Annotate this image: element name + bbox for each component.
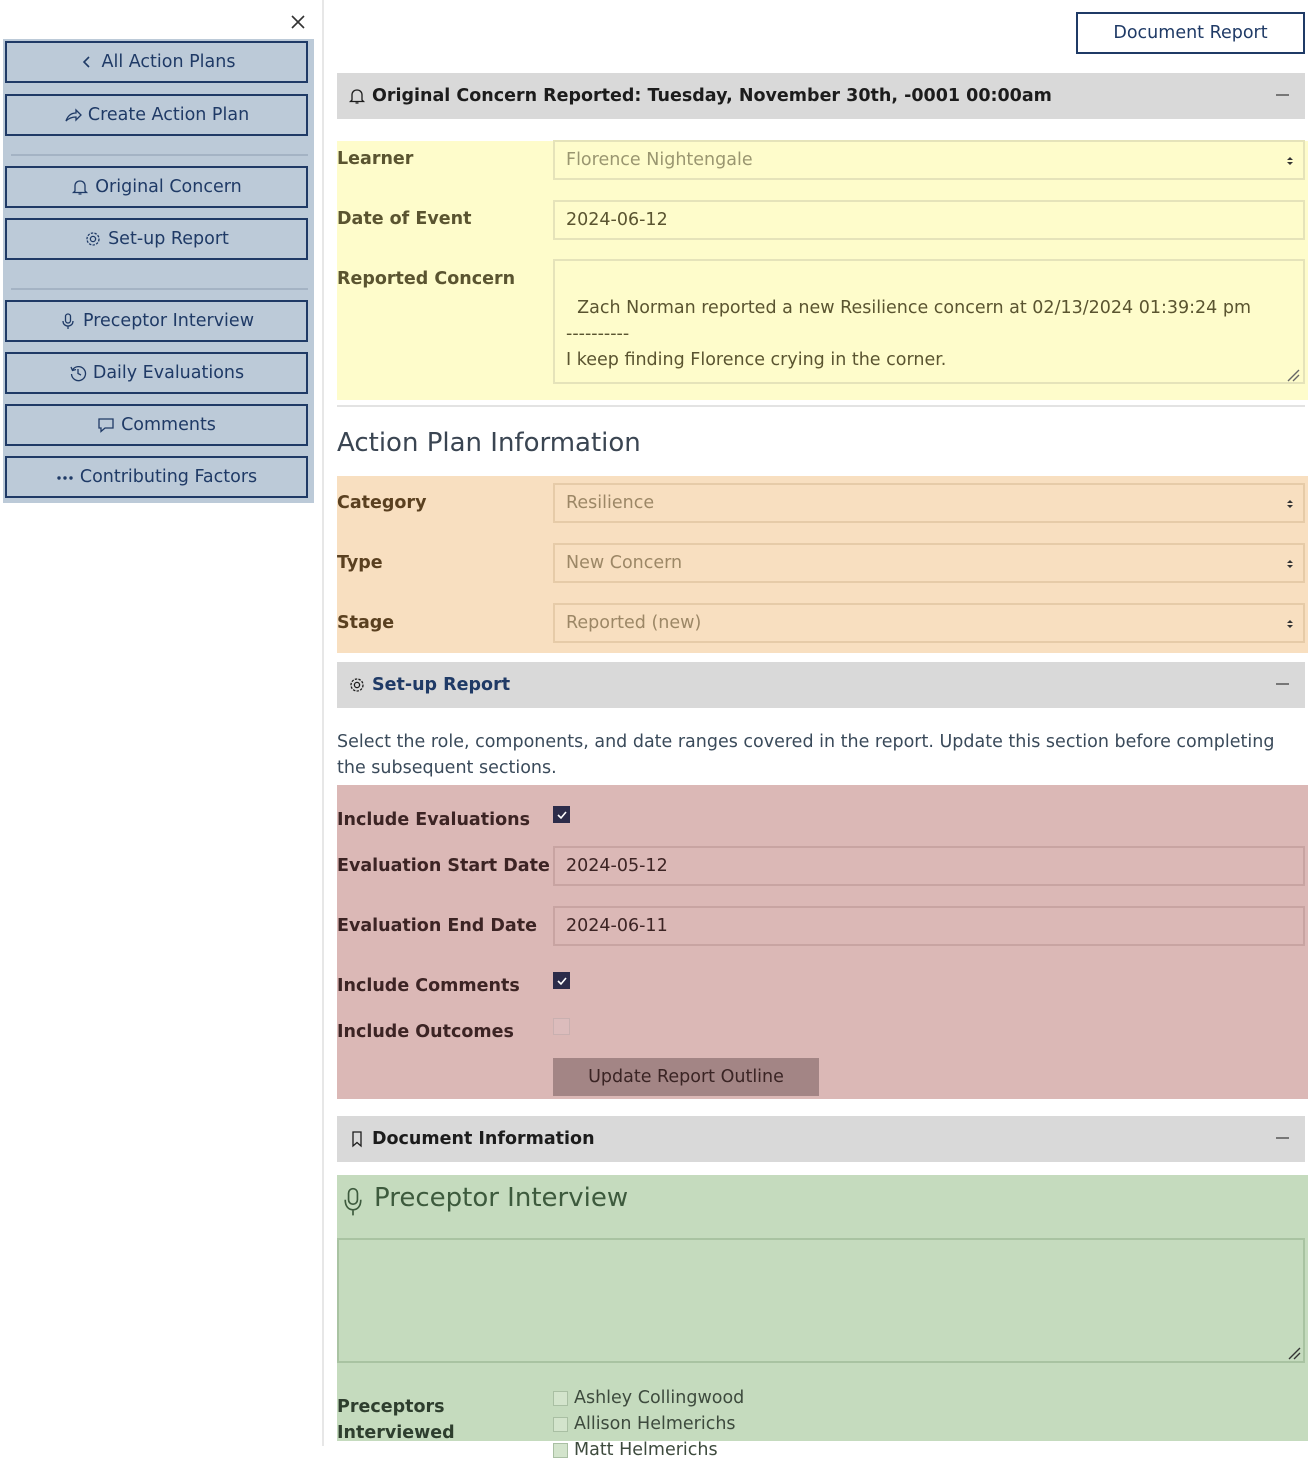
date-of-event-value: 2024-06-12 [566, 210, 668, 230]
chevron-left-icon [78, 53, 96, 71]
evaluation-start-date-input[interactable] [553, 846, 1305, 886]
preceptor-interview-button[interactable] [5, 300, 308, 342]
sidebar-item-label: Original Concern [95, 177, 242, 197]
gear-icon [84, 230, 102, 248]
collapse-icon[interactable] [1276, 1137, 1289, 1139]
include-evaluations-label: Include Evaluations [337, 810, 530, 830]
gear-icon [348, 676, 366, 694]
select-caret-icon [1286, 617, 1294, 631]
close-sidebar-button[interactable] [288, 11, 308, 33]
sidebar-item-label: Comments [121, 415, 216, 435]
reported-concern-label: Reported Concern [337, 269, 516, 289]
preceptors-label-line2: Interviewed [337, 1423, 455, 1443]
evaluation-start-date-label: Evaluation Start Date [337, 856, 550, 876]
history-icon [69, 364, 87, 382]
stage-label: Stage [337, 613, 395, 633]
original-concern-button[interactable] [5, 166, 308, 208]
document-information-panel-header[interactable] [337, 1116, 1305, 1162]
collapse-icon[interactable] [1276, 94, 1289, 96]
stage-value: Reported (new) [566, 613, 702, 633]
microphone-icon [59, 312, 77, 330]
evaluation-end-date-input[interactable] [553, 906, 1305, 946]
evaluation-end-date-label: Evaluation End Date [337, 916, 537, 936]
sidebar-item-label: Create Action Plan [87, 105, 250, 125]
type-value: New Concern [566, 553, 683, 573]
sidebar-divider [11, 288, 308, 290]
reported-concern-text: Zach Norman reported a new Resilience concern at 02/13/2024 01:39:24 pm ---------- I keep finding Florence crying in the corner. [566, 298, 1252, 370]
preceptor-checkbox[interactable] [553, 1443, 568, 1458]
include-evaluations-checkbox[interactable] [553, 806, 570, 823]
sidebar-item-label: All Action Plans [101, 52, 236, 72]
learner-value: Florence Nightengale [566, 150, 753, 170]
chat-icon [97, 416, 115, 434]
sidebar-item-label: Set-up Report [108, 229, 229, 249]
stage-select[interactable] [553, 603, 1305, 643]
include-comments-checkbox[interactable] [553, 972, 570, 989]
evaluation-start-date-value: 2024-05-12 [566, 856, 668, 876]
preceptors-interviewed-label [337, 1394, 455, 1446]
preceptor-option[interactable] [553, 1439, 718, 1461]
select-caret-icon [1286, 557, 1294, 571]
bookmark-icon [348, 1130, 366, 1148]
sidebar-item-label: Preceptor Interview [82, 311, 255, 331]
preceptor-option[interactable] [553, 1413, 736, 1435]
panel-title: Document Information [372, 1129, 595, 1149]
comments-button[interactable] [5, 404, 308, 446]
original-concern-panel-header[interactable] [337, 73, 1305, 119]
sidebar-divider [11, 154, 308, 156]
update-report-outline-button[interactable]: Update Report Outline [553, 1058, 819, 1096]
include-outcomes-checkbox[interactable] [553, 1018, 570, 1035]
date-of-event-label: Date of Event [337, 209, 472, 229]
close-icon [288, 11, 308, 33]
preceptor-name: Allison Helmerichs [574, 1414, 736, 1434]
learner-label: Learner [337, 149, 414, 169]
evaluation-end-date-value: 2024-06-11 [566, 916, 668, 936]
category-value: Resilience [566, 493, 655, 513]
contributing-factors-button[interactable] [5, 456, 308, 498]
preceptor-checkbox[interactable] [553, 1391, 568, 1406]
resize-grip-icon[interactable] [1287, 1346, 1301, 1360]
setup-report-button[interactable] [5, 218, 308, 260]
preceptor-checkbox[interactable] [553, 1417, 568, 1432]
reported-concern-textarea[interactable] [553, 259, 1305, 384]
date-of-event-input[interactable] [553, 200, 1305, 240]
learner-select[interactable] [553, 140, 1305, 180]
category-select[interactable] [553, 483, 1305, 523]
microphone-icon [343, 1186, 363, 1218]
checkmark-icon [556, 975, 568, 987]
select-caret-icon [1286, 154, 1294, 168]
bell-icon [71, 178, 89, 196]
checkmark-icon [556, 809, 568, 821]
preceptors-label-line1: Preceptors [337, 1397, 445, 1417]
daily-evaluations-button[interactable] [5, 352, 308, 394]
more-dots-icon [56, 468, 74, 486]
resize-grip-icon[interactable] [1286, 368, 1300, 382]
create-action-plan-button[interactable] [5, 94, 308, 136]
sidebar-item-label: Contributing Factors [79, 467, 258, 487]
document-report-button[interactable]: Document Report [1076, 12, 1305, 54]
preceptor-name: Ashley Collingwood [574, 1388, 745, 1408]
share-arrow-icon [64, 106, 82, 124]
sidebar [3, 39, 314, 503]
action-plan-title: Action Plan Information [337, 428, 641, 458]
category-label: Category [337, 493, 427, 513]
type-label: Type [337, 553, 383, 573]
select-caret-icon [1286, 497, 1294, 511]
include-outcomes-label: Include Outcomes [337, 1022, 514, 1042]
preceptor-name: Matt Helmerichs [574, 1440, 718, 1460]
sidebar-border [322, 0, 324, 1446]
collapse-icon[interactable] [1276, 683, 1289, 685]
section-divider [337, 405, 1305, 407]
include-comments-label: Include Comments [337, 976, 520, 996]
sidebar-item-label: Daily Evaluations [92, 363, 245, 383]
panel-title: Original Concern Reported: Tuesday, November 30th, -0001 00:00am [372, 86, 1052, 106]
type-select[interactable] [553, 543, 1305, 583]
bell-icon [348, 87, 366, 105]
all-action-plans-button[interactable] [5, 41, 308, 83]
preceptor-interview-title: Preceptor Interview [374, 1183, 629, 1213]
setup-report-intro: Select the role, components, and date ranges covered in the report. Update this section before completing the subsequent sections. [337, 732, 1275, 778]
interview-notes-textarea[interactable] [337, 1238, 1305, 1363]
panel-title: Set-up Report [372, 675, 511, 695]
setup-report-panel-header[interactable] [337, 662, 1305, 708]
preceptor-option[interactable] [553, 1387, 744, 1409]
